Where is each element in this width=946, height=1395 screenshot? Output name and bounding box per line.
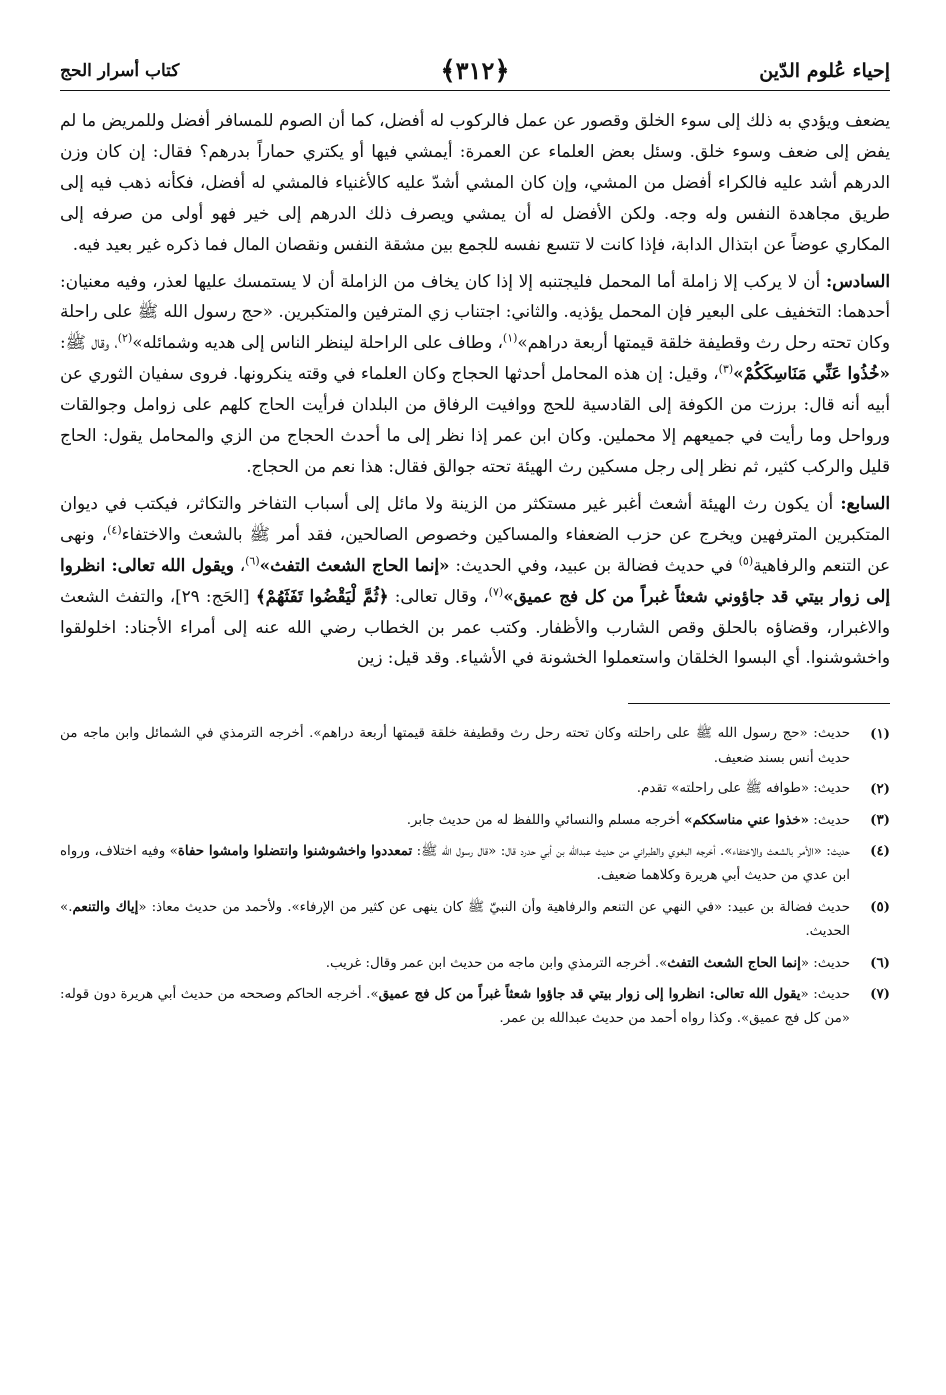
footnote-divider bbox=[628, 703, 890, 704]
paragraph-text: في حديث فضالة بن عبيد، وفي الحديث: bbox=[449, 554, 739, 575]
footnote-text-part: حديث: « bbox=[800, 986, 850, 1002]
footnote-text-part: حديث: «طوافه ﷺ على راحلته» تقدم. bbox=[636, 781, 850, 797]
footnote-text-part: حديث فضالة بن عبيد: «في النهي عن التنعم والرفاهية وأن النبيّ ﷺ كان ينهى عن كثير من الإرفاء». ولأحمد من حديث معاذ: « bbox=[138, 899, 850, 915]
paragraph-text: أن لا يركب إلا زاملة أما المحمل فليجتنبه إلا إذا كان يخاف من الزاملة أن لا يستمسك عليها لعذر، وفيه معنيان: أحدهما: التخفيف على البعير فإن المحمل يؤذيه. والثاني: اجتناب زي المترفين والمتكبرين. «حج رسول الله ﷺ على راحلة وكان تحته رحل رث وقطيفة خلقة قيمتها أربعة دراهم» bbox=[60, 270, 890, 353]
paragraph bbox=[60, 266, 890, 482]
hadith-quote: «خُذُوا عَنِّي مَنَاسِكَكُمْ» bbox=[733, 363, 890, 384]
paragraph: يضعف ويؤدي به ذلك إلى سوء الخلق وقصور عن عمل فالركوب له أفضل، كما أن الصوم للمسافر أفضل وللمريض ما لم يفض إلى ضعف وسوء خلق. وسئل بعض العلماء عن العمرة: أيمشي فيها أو يكتري حماراً بدرهم؟ فقال: إن كان وزن الدرهم أشد عليه فالكراء أفضل من المشي، وإن كان المشي أشدّ عليه كالأغنياء فالمشي له أفضل، فكأنه ذهب فيه إلى طريق مجاهدة النفس وله وجه. ولكن الأفضل له أن يمشي ويصرف ذلك الدرهم إلى خير فهو أولى من صرفه إلى المكاري عوضاً عن ابتذال الدابة، فإذا كانت لا تتسع نفسه للجمع بين مشقة النفس ونقصان المال فما ذكره غير بعيد فيه. bbox=[60, 110, 890, 254]
footnote-text-part: حديث: bbox=[809, 812, 850, 828]
footnote-number: (٧) bbox=[870, 985, 890, 1002]
footnote-number: (٤) bbox=[870, 842, 890, 859]
footnotes bbox=[60, 722, 890, 1031]
footnote-text-part: ». أخرجه الترمذي وابن ماجه من حديث ابن عمر وقال: غريب. bbox=[325, 955, 668, 971]
quran-verse: ﴿ثُمَّ لْيَقْضُوا تَفَثَهُمْ﴾ bbox=[255, 585, 389, 606]
footnote bbox=[60, 982, 890, 1032]
paragraph-lead: السابع: bbox=[840, 492, 890, 513]
footnote-text bbox=[60, 839, 850, 889]
paragraph-text: ، وطاف على الراحلة لينظر الناس إلى هديه وشمائله» bbox=[132, 332, 503, 353]
footnote-number: (٦) bbox=[870, 954, 890, 971]
footnote-hadith: يقول الله تعالى: انظروا إلى زوار بيتي قد جاؤوا شعثاً غبراً من كل فج عميق bbox=[378, 985, 801, 1002]
hadith-quote: ويقول الله تعالى: انظروا إلى زوار بيتي قد جاؤوني شعثاً غبراً من كل فج عميق» bbox=[60, 554, 890, 606]
footnote-text-part: .» الحديث. bbox=[60, 899, 850, 940]
footnote-text-part: حديث: « bbox=[800, 955, 850, 971]
footnote-ref: (٦) bbox=[245, 554, 260, 568]
paragraph-text: أن يكون رث الهيئة أشعث أغبر غير مستكثر من الزينة ولا مائل إلى أسباب التفاخر والتكاثر، فيكتب في ديوان المتكبرين المترفهين ويخرج عن حزب الضعفاء والمساكين وخصوص الصالحين، فقد أمر ﷺ بالشعث والاختفاء bbox=[60, 492, 890, 544]
footnote bbox=[60, 839, 890, 889]
book-title: إحياء عُلوم الدّين bbox=[759, 60, 890, 82]
footnote-hadith: تمعددوا واخشوشنوا وانتضلوا وامشوا حفاة bbox=[177, 842, 413, 859]
footnote-ref: (٧) bbox=[488, 585, 504, 598]
footnote-text-part: أخرجه مسلم والنسائي واللفظ له من حديث جابر. bbox=[406, 812, 685, 828]
paragraph-text: [الحَج: ٢٩]، والتفث الشعث والاغبرار، وقضاؤه بالحلق وقص الشارب والأظفار. وكتب عمر بن الخطاب رضي الله عنه إلى أمراء الأجناد: اخلولقوا واخشوشنوا. أي البسوا الخلقان واستعملوا الخشونة في الأشياء. وقد قيل: زين bbox=[60, 585, 890, 668]
paragraph bbox=[60, 488, 890, 673]
footnote-text bbox=[60, 982, 850, 1032]
footnote-ref: (٢) bbox=[117, 331, 133, 345]
footnote-hadith: إياك والتنعم bbox=[72, 898, 139, 915]
footnote-ref: (٤) bbox=[107, 523, 122, 537]
page-number-ornament-right: ﴿ bbox=[494, 56, 510, 86]
paragraph-lead: السادس: bbox=[825, 270, 890, 291]
page-header bbox=[60, 52, 890, 91]
paragraph-text: ، bbox=[233, 554, 246, 575]
footnote bbox=[60, 951, 890, 976]
footnote-ref: (١) bbox=[502, 331, 518, 345]
paragraph-text: ، وقال تعالى: bbox=[388, 585, 489, 606]
footnote-text bbox=[60, 951, 850, 976]
footnote-ref: (٥) bbox=[738, 554, 754, 568]
page-number bbox=[440, 56, 509, 86]
hadith-quote: «إنما الحاج الشعث التفث» bbox=[259, 554, 450, 575]
footnote bbox=[60, 722, 890, 771]
footnote-hadith: «خذوا عني مناسككم» bbox=[684, 811, 810, 828]
footnote bbox=[60, 895, 890, 945]
paragraph-text: ، وقال ﷺ: bbox=[60, 332, 118, 353]
paragraph-text: ، ونهى عن التنعم والرفاهية bbox=[60, 523, 890, 575]
footnote-text bbox=[60, 808, 850, 833]
footnote-text bbox=[60, 895, 850, 945]
footnote bbox=[60, 808, 890, 833]
paragraph-text: ، وقيل: إن هذه المحامل أحدثها الحجاج وكان العلماء في وقته ينكرونها. فروى سفيان الثوري عن أبيه أنه قال: برزت من الكوفة إلى القادسية للحج ووافيت الرفاق من البلدان فرأيت الحاج كلهم على زوامل وجوالقات ورواحل وما رأيت في جميعهم إلا محملين. وكان ابن عمر إذا نظر إلى ما أحدث الحجاج من الزي والمحامل يقول: الحاج قليل والركب كثير، ثم نظر إلى رجل مسكين رث الهيئة تحته جوالق فقال: هذا نعم من الحجاج. bbox=[60, 363, 890, 476]
page-number-ornament-left: ﴾ bbox=[440, 56, 456, 86]
footnote-text-part: حديث: «حج رسول الله ﷺ على راحلته وكان تحته رحل رث وقطيفة خلقة قيمتها أربعة دراهم». أخرجه الترمذي في الشمائل وابن ماجه من حديث أنس بسند ضعيف. bbox=[60, 726, 850, 766]
footnote-number: (١) bbox=[870, 726, 890, 743]
footnote-text bbox=[60, 777, 850, 801]
main-text bbox=[60, 105, 890, 673]
footnote bbox=[60, 777, 890, 801]
footnote-text-part: ». أخرجه الحاكم وصححه من حديث أبي هريرة دون قوله: «من كل فج عميق». وكذا رواه أحمد من حديث عبدالله بن عمر. bbox=[60, 986, 850, 1027]
footnote-hadith: إنما الحاج الشعث التفث bbox=[667, 954, 801, 971]
footnote-text-part: » وفيه اختلاف، ورواه ابن عدي من حديث أبي هريرة وكلاهما ضعيف. bbox=[60, 843, 850, 884]
footnote-number: (٢) bbox=[870, 781, 890, 798]
footnote-number: (٣) bbox=[870, 811, 890, 828]
footnote-number: (٥) bbox=[870, 898, 890, 915]
footnote-text-part: حديث: «الأمر بالشعث والاختفاء». أخرجه البغوي والطبراني من حديث عبدالله بن أبي حدرد قال: «قال رسول الله ﷺ: bbox=[412, 843, 850, 859]
section-title: كتاب أسرار الحج bbox=[60, 61, 180, 81]
page-number-value: ٣١٢ bbox=[455, 56, 495, 85]
footnote-ref: (٣) bbox=[718, 362, 734, 376]
footnote-text bbox=[60, 722, 850, 771]
